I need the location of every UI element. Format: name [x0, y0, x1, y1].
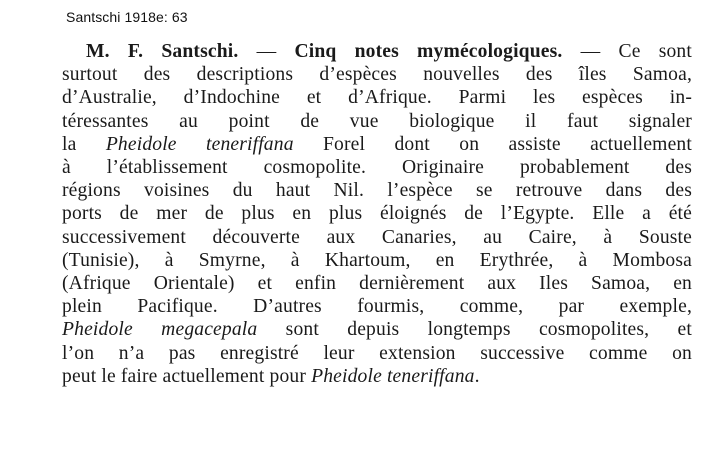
- text-line: [62, 318, 692, 341]
- text-line: d’Australie, d’Indochine et d’Afrique. Parmi les espèces in-: [62, 87, 692, 109]
- text-segment: sont depuis longtemps cosmopolites, et: [285, 319, 692, 341]
- text-segment: la: [62, 133, 77, 155]
- page-caption: Santschi 1918e: 63: [66, 9, 188, 25]
- text-segment: Forel dont on assiste actuellement: [323, 133, 692, 155]
- text-line: surtout des descriptions d’espèces nouvelles des îles Samoa,: [62, 64, 692, 86]
- em-dash: —: [256, 41, 277, 62]
- text-line: (Afrique Orientale) et enfin dernièrement aux Iles Samoa, en: [62, 273, 692, 295]
- species-name: Pheidole teneriffana: [311, 365, 475, 387]
- text-line: (Tunisie), à Smyrne, à Khartoum, en Erythrée, à Mombosa: [62, 249, 692, 271]
- text-segment: — Ce sont: [580, 41, 692, 62]
- text-line: successivement découverte aux Canaries, au Caire, à Souste: [62, 226, 692, 248]
- species-name: Pheidole megacepala: [62, 319, 258, 341]
- text-line: [62, 133, 692, 156]
- text-line: l’on n’a pas enregistré leur extension successive comme on: [62, 342, 692, 364]
- text-line: téressantes au point de vue biologique il faut signaler: [62, 110, 692, 132]
- species-name: Pheidole teneriffana: [105, 133, 294, 155]
- text-line: [62, 40, 692, 63]
- text-line: ports de mer de plus en plus éloignés de l’Egypte. Elle a été: [62, 203, 692, 225]
- article-text: [62, 40, 692, 388]
- text-line: à l’établissement cosmopolite. Originaire probablement des: [62, 157, 692, 179]
- text-line: régions voisines du haut Nil. l’espèce se retrouve dans des: [62, 180, 692, 202]
- text-line: [62, 365, 692, 388]
- text-segment: peut le faire actuellement pour: [62, 365, 307, 387]
- text-segment: .: [474, 365, 480, 387]
- text-line: plein Pacifique. D’autres fourmis, comme, par exemple,: [62, 296, 692, 318]
- article-title: Cinq notes mymécologiques.: [294, 41, 563, 62]
- author-name: M. F. Santschi.: [86, 41, 239, 62]
